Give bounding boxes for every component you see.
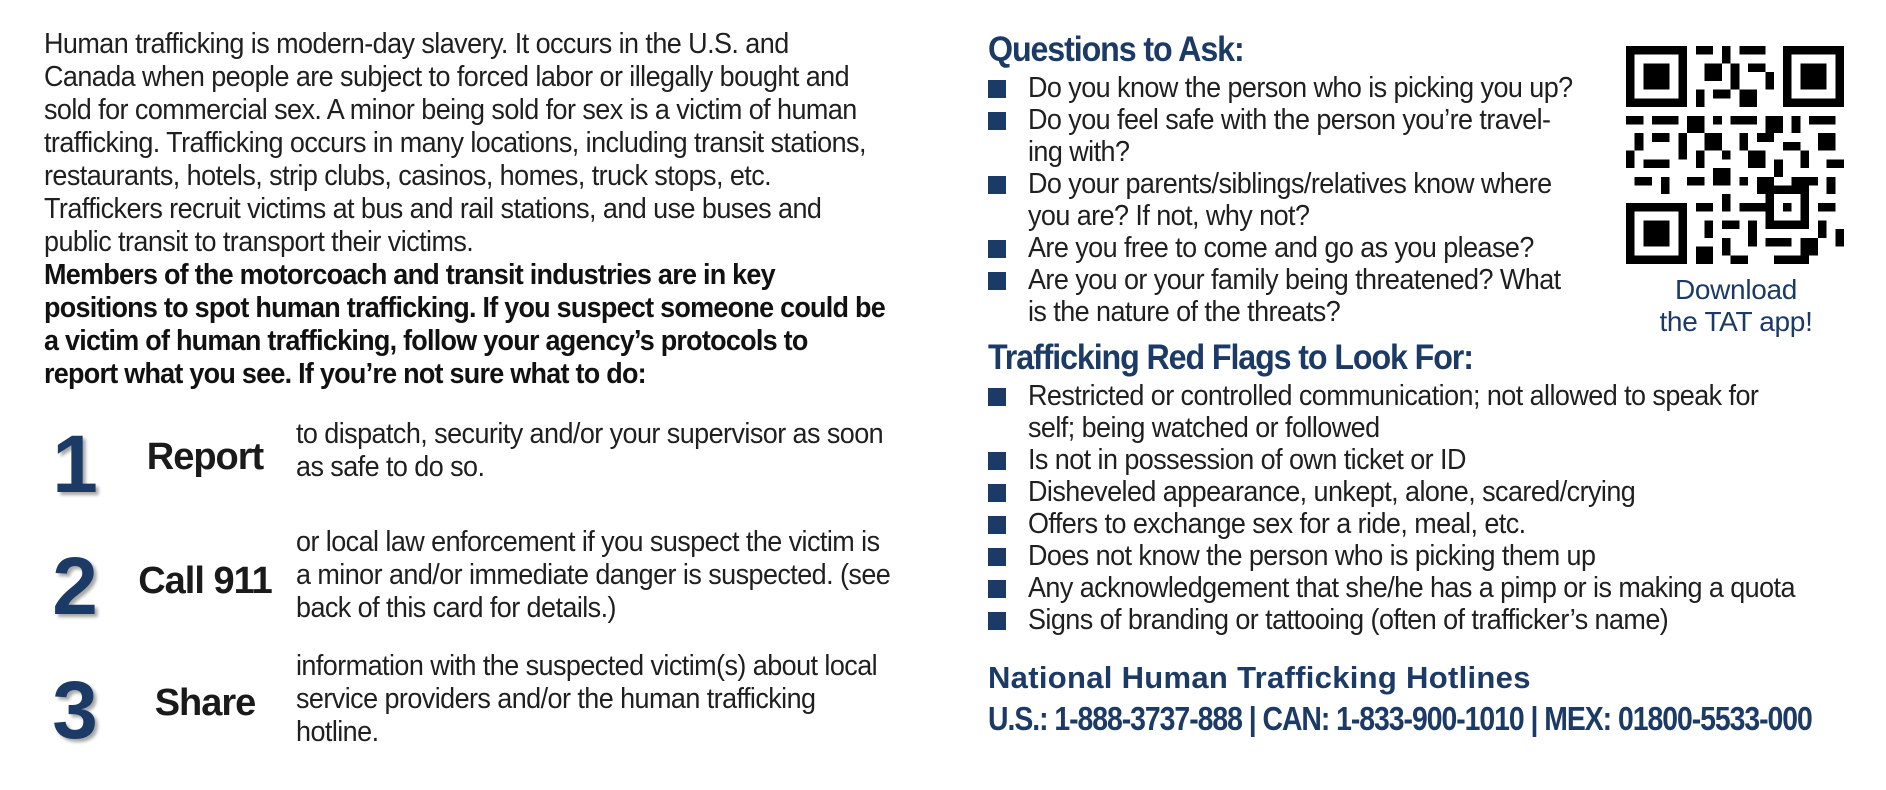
list-item: Do your parents/siblings/relatives know where you are? If not, why not? xyxy=(988,168,1618,232)
list-item: Are you or your family being threatened? What is the nature of the threats? xyxy=(988,264,1618,328)
intro-paragraph: Human trafficking is modern-day slavery. It occurs in the U.S. and Canada when people are subject to forced labor or illegally bought and sold for commercial sex. A minor being sold for sex is a victim of human trafficking. Trafficking occurs in many locations, including transit stations, restaurants, hotels, strip clubs, casinos, homes, truck stops, etc. Traffickers recruit victims at bus and rail stations, and use buses and public transit to transport their victims. xyxy=(44,28,866,258)
bullet-square-icon xyxy=(988,112,1006,130)
step-description: or local law enforcement if you suspect the victim is a minor and/or immediate danger is suspected. (see back of this card for details.) xyxy=(296,526,891,624)
step-number: 2 xyxy=(52,541,98,632)
list-item: Do you feel safe with the person you’re travel-ing with? xyxy=(988,104,1618,168)
list-item: Any acknowledgement that she/he has a pimp or is making a quota xyxy=(988,572,1868,604)
step-action: Call 911 xyxy=(138,560,272,602)
bullet-square-icon xyxy=(988,80,1006,98)
step-description: to dispatch, security and/or your supervisor as soon as safe to do so. xyxy=(296,418,884,483)
bullet-square-icon xyxy=(988,388,1006,406)
qr-caption-line-2: the TAT app! xyxy=(1659,306,1813,337)
hotlines-title: National Human Trafficking Hotlines xyxy=(988,660,1531,695)
qr-code-icon[interactable] xyxy=(1626,46,1844,264)
bullet-square-icon xyxy=(988,272,1006,290)
bullet-square-icon xyxy=(988,548,1006,566)
step-1 xyxy=(44,418,904,528)
step-number: 1 xyxy=(52,419,98,510)
list-item: Offers to exchange sex for a ride, meal, etc. xyxy=(988,508,1868,540)
qr-caption-line-1: Download xyxy=(1674,274,1798,305)
bullet-square-icon xyxy=(988,580,1006,598)
bullet-square-icon xyxy=(988,612,1006,630)
red-flags-list xyxy=(988,380,1868,636)
step-2 xyxy=(44,526,904,636)
questions-heading: Questions to Ask: xyxy=(988,30,1244,69)
bullet-square-icon xyxy=(988,516,1006,534)
list-item: Restricted or controlled communication; not allowed to speak for self; being watched or followed xyxy=(988,380,1868,444)
intro-text xyxy=(44,28,886,391)
qr-caption xyxy=(1626,274,1846,338)
hotlines-numbers[interactable]: U.S.: 1-888-3737-888 | CAN: 1-833-900-1010 | MEX: 01800-5533-000 xyxy=(988,700,1812,737)
list-item: Is not in possession of own ticket or ID xyxy=(988,444,1868,476)
intro-bold-paragraph: Members of the motorcoach and transit industries are in key positions to spot human trafficking. If you suspect someone could be a victim of human trafficking, follow your agency’s protocols to report what you see. If you’re not sure what to do: xyxy=(44,259,886,390)
step-number: 3 xyxy=(52,665,98,756)
questions-list xyxy=(988,72,1618,328)
qr-block xyxy=(1626,46,1846,338)
red-flags-heading: Trafficking Red Flags to Look For: xyxy=(988,338,1473,377)
step-action: Report xyxy=(146,436,264,478)
step-3 xyxy=(44,650,904,760)
step-action: Share xyxy=(154,682,256,724)
left-column xyxy=(44,28,884,391)
bullet-square-icon xyxy=(988,176,1006,194)
bullet-square-icon xyxy=(988,452,1006,470)
bullet-square-icon xyxy=(988,484,1006,502)
step-description: information with the suspected victim(s) about local service providers and/or the human trafficking hotline. xyxy=(296,650,878,748)
list-item: Does not know the person who is picking them up xyxy=(988,540,1868,572)
list-item: Are you free to come and go as you please? xyxy=(988,232,1618,264)
bullet-square-icon xyxy=(988,240,1006,258)
list-item: Do you know the person who is picking you up? xyxy=(988,72,1618,104)
list-item: Signs of branding or tattooing (often of trafficker’s name) xyxy=(988,604,1868,636)
list-item: Disheveled appearance, unkept, alone, scared/crying xyxy=(988,476,1868,508)
